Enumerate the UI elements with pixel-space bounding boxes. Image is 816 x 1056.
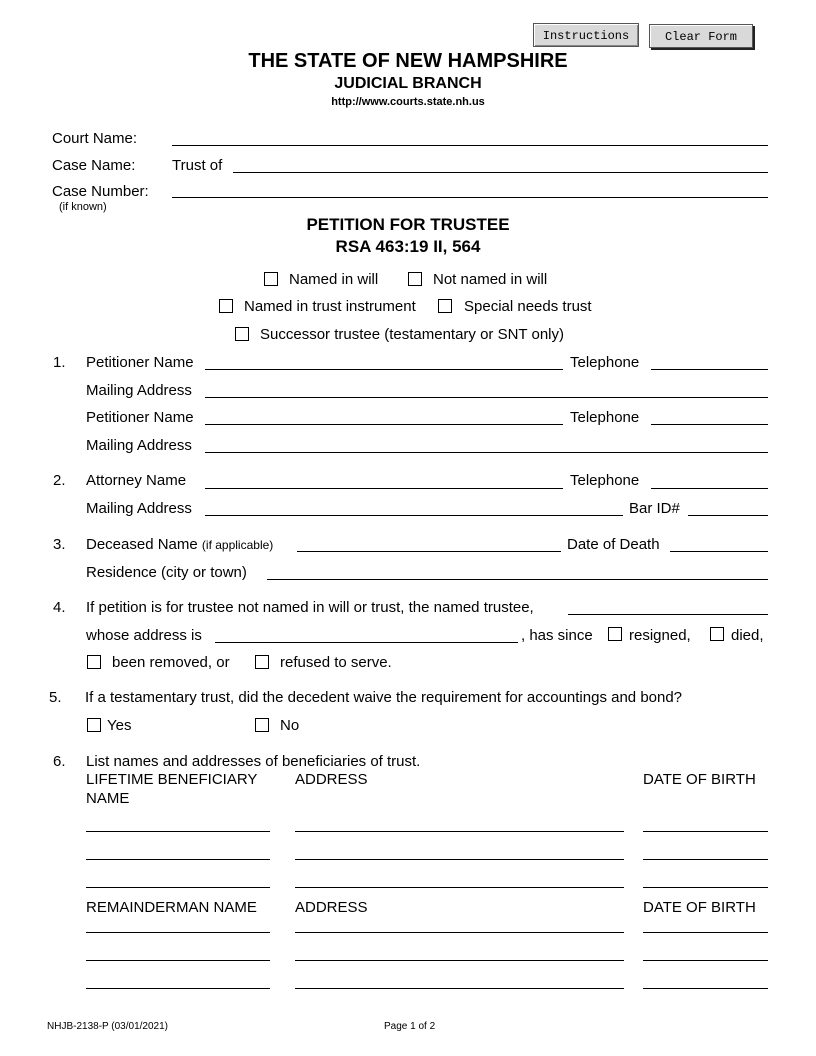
petitioner-1-name-label: Petitioner Name	[86, 354, 194, 371]
remainderman-dob-header: DATE OF BIRTH	[643, 899, 756, 916]
remainderman-dob-field-2[interactable]	[643, 960, 768, 961]
lifetime-address-field-3[interactable]	[295, 887, 624, 888]
lifetime-address-field-2[interactable]	[295, 859, 624, 860]
section-6-number: 6.	[53, 753, 66, 770]
waive-no-checkbox[interactable]	[255, 718, 269, 732]
petitioner-1-mailing-label: Mailing Address	[86, 382, 192, 399]
remainderman-name-field-1[interactable]	[86, 932, 270, 933]
petitioner-1-mailing-field[interactable]	[205, 397, 768, 398]
court-name-label: Court Name:	[52, 130, 138, 147]
resigned-checkbox[interactable]	[608, 627, 622, 641]
named-in-trust-checkbox[interactable]	[219, 299, 233, 313]
attorney-telephone-field[interactable]	[651, 488, 768, 489]
section-1-number: 1.	[53, 354, 66, 371]
case-number-label: Case Number:	[52, 183, 149, 200]
remainderman-dob-field-1[interactable]	[643, 932, 768, 933]
remainderman-address-field-3[interactable]	[295, 988, 624, 989]
named-in-will-label: Named in will	[289, 271, 379, 288]
not-named-in-will-checkbox[interactable]	[408, 272, 422, 286]
resigned-label: resigned,	[629, 627, 691, 644]
bar-id-field[interactable]	[688, 515, 768, 516]
remainderman-address-header: ADDRESS	[295, 899, 368, 916]
petitioner-2-name-field[interactable]	[205, 424, 563, 425]
page-number: Page 1 of 2	[384, 1021, 436, 1032]
clear-form-button[interactable]: Clear Form	[649, 24, 753, 48]
court-name-field[interactable]	[172, 145, 768, 146]
lifetime-dob-header: DATE OF BIRTH	[643, 771, 756, 788]
residence-label: Residence (city or town)	[86, 564, 247, 581]
lifetime-address-field-1[interactable]	[295, 831, 624, 832]
not-named-in-will-label: Not named in will	[433, 271, 548, 288]
section-5-number: 5.	[49, 689, 62, 706]
has-since-label: , has since	[521, 627, 593, 644]
form-id: NHJB-2138-P (03/01/2021)	[47, 1021, 168, 1032]
section-4-number: 4.	[53, 599, 66, 616]
attorney-telephone-label: Telephone	[570, 472, 640, 489]
attorney-mailing-field[interactable]	[205, 515, 623, 516]
waive-no-label: No	[280, 717, 300, 734]
successor-trustee-label: Successor trustee (testamentary or SNT only)	[260, 326, 564, 343]
section-4-intro: If petition is for trustee not named in will or trust, the named trustee,	[86, 599, 534, 616]
lifetime-name-field-1[interactable]	[86, 831, 270, 832]
waive-yes-checkbox[interactable]	[87, 718, 101, 732]
special-needs-checkbox[interactable]	[438, 299, 452, 313]
trust-of-label: Trust of	[172, 157, 223, 174]
waive-yes-label: Yes	[107, 717, 132, 734]
petitioner-1-name-field[interactable]	[205, 369, 563, 370]
date-of-death-field[interactable]	[670, 551, 768, 552]
petitioner-1-telephone-field[interactable]	[651, 369, 768, 370]
instructions-button[interactable]: Instructions	[533, 23, 639, 47]
remainderman-name-field-2[interactable]	[86, 960, 270, 961]
branch-title: JUDICIAL BRANCH	[334, 75, 482, 92]
special-needs-label: Special needs trust	[464, 298, 592, 315]
section-3-number: 3.	[53, 536, 66, 553]
remainderman-dob-field-3[interactable]	[643, 988, 768, 989]
case-name-label: Case Name:	[52, 157, 136, 174]
state-title: THE STATE OF NEW HAMPSHIRE	[248, 50, 568, 72]
case-number-field[interactable]	[172, 197, 768, 198]
form-title: PETITION FOR TRUSTEE	[306, 215, 510, 234]
remainderman-name-field-3[interactable]	[86, 988, 270, 989]
bar-id-label: Bar ID#	[629, 500, 680, 517]
residence-field[interactable]	[267, 579, 768, 580]
petitioner-1-telephone-label: Telephone	[570, 354, 640, 371]
lifetime-name-header: NAME	[86, 790, 130, 807]
lifetime-dob-field-3[interactable]	[643, 887, 768, 888]
deceased-name-field[interactable]	[297, 551, 561, 552]
section-5-question: If a testamentary trust, did the decedent waive the requirement for accountings and bond?	[85, 689, 683, 706]
remainderman-address-field-1[interactable]	[295, 932, 624, 933]
remainderman-name-header: REMAINDERMAN NAME	[86, 899, 257, 916]
attorney-mailing-label: Mailing Address	[86, 500, 192, 517]
section-6-intro: List names and addresses of beneficiaries of trust.	[86, 753, 421, 770]
successor-trustee-checkbox[interactable]	[235, 327, 249, 341]
petitioner-2-name-label: Petitioner Name	[86, 409, 194, 426]
petitioner-2-telephone-field[interactable]	[651, 424, 768, 425]
if-known-note: (if known)	[59, 201, 107, 213]
lifetime-dob-field-2[interactable]	[643, 859, 768, 860]
removed-checkbox[interactable]	[87, 655, 101, 669]
lifetime-address-header: ADDRESS	[295, 771, 368, 788]
died-checkbox[interactable]	[710, 627, 724, 641]
died-label: died,	[731, 627, 764, 644]
whose-address-label: whose address is	[86, 627, 202, 644]
case-name-field[interactable]	[233, 172, 768, 173]
removed-label: been removed, or	[112, 654, 230, 671]
date-of-death-label: Date of Death	[567, 536, 660, 553]
form-statute: RSA 463:19 II, 564	[335, 237, 481, 256]
named-trustee-field[interactable]	[568, 614, 768, 615]
named-in-trust-label: Named in trust instrument	[244, 298, 416, 315]
lifetime-name-field-3[interactable]	[86, 887, 270, 888]
attorney-name-field[interactable]	[205, 488, 563, 489]
deceased-name-text: Deceased Name	[86, 536, 198, 553]
attorney-name-label: Attorney Name	[86, 472, 187, 489]
refused-checkbox[interactable]	[255, 655, 269, 669]
deceased-name-label	[86, 536, 273, 553]
named-in-will-checkbox[interactable]	[264, 272, 278, 286]
trustee-address-field[interactable]	[215, 642, 518, 643]
section-2-number: 2.	[53, 472, 66, 489]
court-url: http://www.courts.state.nh.us	[331, 96, 485, 108]
petitioner-2-telephone-label: Telephone	[570, 409, 640, 426]
lifetime-dob-field-1[interactable]	[643, 831, 768, 832]
remainderman-address-field-2[interactable]	[295, 960, 624, 961]
lifetime-beneficiary-header: LIFETIME BENEFICIARY	[86, 771, 258, 788]
lifetime-name-field-2[interactable]	[86, 859, 270, 860]
petitioner-2-mailing-field[interactable]	[205, 452, 768, 453]
refused-label: refused to serve.	[280, 654, 392, 671]
if-applicable-note: (if applicable)	[201, 538, 274, 552]
petitioner-2-mailing-label: Mailing Address	[86, 437, 192, 454]
